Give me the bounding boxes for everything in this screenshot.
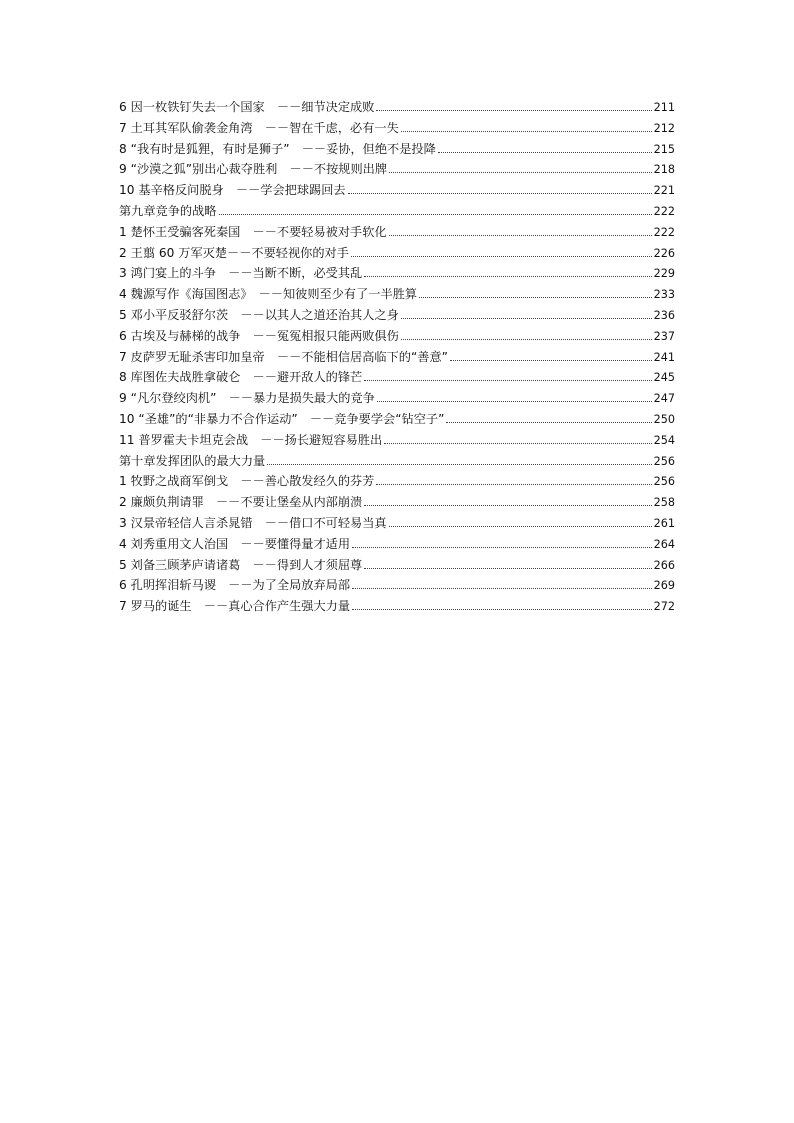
toc-dot-leader	[364, 568, 651, 569]
toc-entry-page: 236	[653, 308, 675, 322]
toc-entry-title: 10 基辛格反问脱身 －－学会把球踢回去	[119, 183, 346, 198]
toc-entry[interactable]	[119, 388, 675, 409]
toc-dot-leader	[376, 110, 651, 111]
toc-dot-leader	[401, 131, 652, 132]
toc-dot-leader	[389, 235, 652, 236]
toc-entry-title: 4 魏源写作《海国图志》 －－知彼则至少有了一半胜算	[119, 287, 418, 302]
toc-entry-page: 237	[653, 329, 675, 343]
toc-entry[interactable]	[119, 118, 675, 139]
toc-dot-leader	[401, 339, 652, 340]
toc-entry-page: 272	[653, 600, 675, 614]
toc-dot-leader	[351, 256, 652, 257]
toc-dot-leader	[352, 547, 652, 548]
toc-entry-page: 211	[653, 101, 675, 114]
toc-entry-page: 245	[653, 371, 675, 385]
toc-entry[interactable]	[119, 326, 675, 347]
toc-dot-leader	[389, 172, 652, 173]
toc-entry-title: 9 “沙漠之狐”别出心裁夺胜利 －－不按规则出牌	[119, 162, 388, 177]
toc-entry[interactable]	[119, 555, 675, 576]
toc-chapter-title: 第九章竞争的战略	[119, 203, 217, 218]
toc-entry[interactable]	[119, 284, 675, 305]
toc-dot-leader	[348, 193, 652, 194]
toc-dot-leader	[219, 214, 652, 215]
toc-entry-page: 212	[653, 121, 675, 135]
toc-dot-leader	[401, 318, 652, 319]
toc-entry-title: 1 牧野之战商军倒戈 －－善心散发经久的芬芳	[119, 474, 375, 489]
toc-entry-page: 250	[653, 412, 675, 426]
toc-entry[interactable]	[119, 471, 675, 492]
toc-entry-title: 7 土耳其军队偷袭金角湾 －－智在千虑，必有一失	[119, 120, 399, 135]
toc-entry-title: 3 汉景帝轻信人言杀晁错 －－借口不可轻易当真	[119, 515, 387, 530]
toc-entry-title: 6 古埃及与赫梯的战争 －－冤冤相报只能两败俱伤	[119, 328, 399, 343]
toc-entry-page: 226	[653, 246, 675, 260]
toc-entry[interactable]	[119, 347, 675, 368]
toc-entry-page: 233	[653, 288, 675, 302]
toc-dot-leader	[352, 609, 652, 610]
toc-dot-leader	[376, 484, 651, 485]
toc-entry-title: 7 罗马的诞生 －－真心合作产生强大力量	[119, 599, 351, 614]
toc-entry-page: 256	[653, 454, 675, 468]
toc-entry[interactable]	[119, 159, 675, 180]
toc-dot-leader	[364, 276, 651, 277]
toc-entry-title: 11 普罗霍夫卡坦克会战 －－扬长避短容易胜出	[119, 432, 383, 447]
toc-entry-title: 6 因一枚铁钉失去一个国家 －－细节决定成败	[119, 100, 375, 114]
toc-entry-title: 6 孔明挥泪斩马谡 －－为了全局放弃局部	[119, 578, 351, 593]
toc-dot-leader	[446, 422, 651, 423]
toc-dot-leader	[450, 360, 652, 361]
table-of-contents	[119, 97, 675, 617]
toc-entry[interactable]	[119, 97, 675, 118]
toc-entry-title: 8 库图佐夫战胜拿破仑 －－避开敌人的锋芒	[119, 370, 363, 385]
toc-entry-page: 218	[653, 163, 675, 177]
toc-dot-leader	[438, 152, 652, 153]
toc-entry[interactable]	[119, 305, 675, 326]
toc-chapter-entry[interactable]	[119, 201, 675, 222]
toc-entry-title: 4 刘秀重用文人治国 －－要懂得量才适用	[119, 536, 351, 551]
toc-entry-page: 241	[653, 350, 675, 364]
toc-entry-title: 3 鸿门宴上的斗争 －－当断不断，必受其乱	[119, 266, 363, 281]
toc-entry-title: 8 “我有时是狐狸，有时是狮子” －－妥协，但绝不是投降	[119, 141, 436, 156]
toc-entry[interactable]	[119, 534, 675, 555]
toc-entry-page: 221	[653, 184, 675, 198]
toc-entry-page: 256	[653, 475, 675, 489]
toc-chapter-title: 第十章发挥团队的最大力量	[119, 453, 266, 468]
toc-entry-page: 261	[653, 516, 675, 530]
toc-entry-title: 7 皮萨罗无耻杀害印加皇帝 －－不能相信居高临下的“善意”	[119, 349, 448, 364]
toc-entry[interactable]	[119, 575, 675, 596]
toc-entry-title: 5 刘备三顾茅庐请诸葛 －－得到人才须屈尊	[119, 557, 363, 572]
toc-entry[interactable]	[119, 139, 675, 160]
toc-entry-page: 215	[653, 142, 675, 156]
toc-dot-leader	[419, 297, 652, 298]
toc-entry-page: 254	[653, 433, 675, 447]
toc-chapter-entry[interactable]	[119, 451, 675, 472]
toc-entry-title: 1 楚怀王受骗客死秦国 －－不要轻易被对手软化	[119, 224, 387, 239]
toc-entry-page: 258	[653, 496, 675, 510]
toc-entry[interactable]	[119, 222, 675, 243]
toc-entry[interactable]	[119, 409, 675, 430]
toc-entry[interactable]	[119, 180, 675, 201]
toc-dot-leader	[267, 464, 651, 465]
toc-entry[interactable]	[119, 243, 675, 264]
toc-entry[interactable]	[119, 430, 675, 451]
toc-entry-title: 10 “圣雄”的“非暴力不合作运动” －－竞争要学会“钻空子”	[119, 411, 445, 426]
toc-dot-leader	[364, 380, 651, 381]
toc-dot-leader	[364, 505, 651, 506]
toc-dot-leader	[352, 588, 652, 589]
toc-entry-page: 229	[653, 267, 675, 281]
toc-entry[interactable]	[119, 263, 675, 284]
toc-entry-title: 9 “凡尔登绞肉机” －－暴力是损失最大的竞争	[119, 391, 375, 406]
toc-entry[interactable]	[119, 513, 675, 534]
toc-entry[interactable]	[119, 596, 675, 617]
toc-entry-title: 5 邓小平反驳舒尔茨 －－以其人之道还治其人之身	[119, 307, 399, 322]
toc-dot-leader	[389, 526, 652, 527]
toc-entry-page: 247	[653, 392, 675, 406]
toc-entry-page: 269	[653, 579, 675, 593]
toc-entry-title: 2 王翦 60 万军灭楚－－不要轻视你的对手	[119, 245, 349, 260]
toc-entry-title: 2 廉颇负荆请罪 －－不要让堡垒从内部崩溃	[119, 495, 363, 510]
toc-entry[interactable]	[119, 367, 675, 388]
toc-entry[interactable]	[119, 492, 675, 513]
toc-dot-leader	[384, 443, 652, 444]
toc-entry-page: 266	[653, 558, 675, 572]
toc-entry-page: 222	[653, 225, 675, 239]
toc-entry-page: 264	[653, 537, 675, 551]
toc-entry-page: 222	[653, 204, 675, 218]
toc-dot-leader	[377, 401, 652, 402]
